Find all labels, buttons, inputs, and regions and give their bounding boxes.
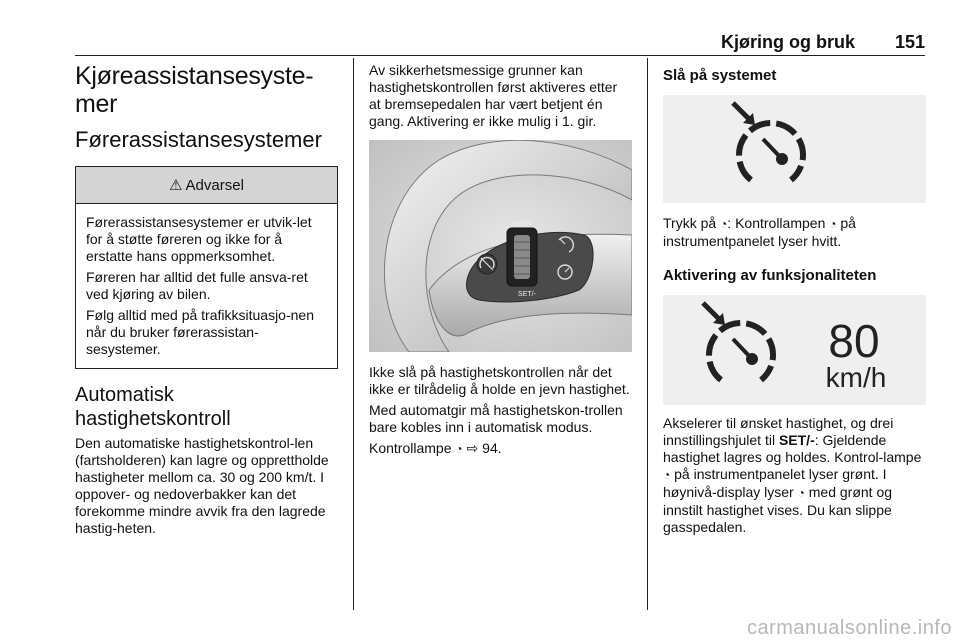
warning-paragraph: Følg alltid med på trafikksituasjo-nen når du bruker førerassistan-sesystemer. (86, 307, 314, 357)
cruise-control-icon: ◔ (663, 468, 671, 482)
cruise-control-symbol (663, 95, 926, 203)
column-divider-2 (647, 58, 648, 610)
cruise-icon-figure (663, 95, 926, 203)
warning-header (76, 167, 337, 204)
column-3 (663, 62, 926, 536)
cancel-cruise-button-icon (477, 254, 497, 274)
automatic-gear-text: Med automatgir må hastighetskon-trollen bare kobles inn i automatisk modus. (369, 402, 623, 435)
steering-wheel-figure (369, 140, 632, 352)
page-number: 151 (894, 32, 925, 52)
section-title: Førerassistansesystemer (75, 127, 322, 152)
warning-text: Ikke slå på hastighetskontrollen når det ikke er tilrådelig å holde en jevn hastighet. (369, 364, 630, 397)
steering-wheel-illustration (369, 140, 632, 352)
warning-box (75, 166, 338, 369)
cruise-control-icon: ◔ (720, 217, 728, 231)
switch-on-text: Trykk på ◔: Kontrollampen ◔ på instrumentpanelet lyser hvitt. (663, 215, 856, 249)
column-1 (75, 62, 338, 537)
heading-switch-on: Slå på systemet (663, 67, 777, 84)
body-text: Den automatiske hastighetskontrol-len (fartsholderen) kan lagre og opprettholde hastigheter mellom ca. 30 og 200 km/t. I oppover- og nedoverbakker kan det forekomme mindre avvik fra den lagrede hastig-heten. (75, 435, 329, 536)
subsection-title: Automatisk hastighetskontroll (75, 384, 231, 430)
watermark: carmanualsonline.info (746, 617, 952, 639)
cruise-control-icon: ◔ (829, 217, 837, 231)
header-rule (75, 55, 925, 56)
column-2 (369, 62, 632, 458)
reference-arrow-icon: ⇨ (466, 440, 479, 456)
speed-display-figure (663, 295, 926, 405)
header-title: Kjøring og bruk (721, 32, 855, 52)
speed-unit: km/h (825, 362, 887, 393)
heading-activation: Aktivering av funksjonaliteten (663, 267, 877, 284)
set-label: SET/- (518, 291, 536, 298)
control-lamp-reference: Kontrollampe ◔ ⇨ 94. (369, 440, 502, 456)
activation-text: Akselerer til ønsket hastighet, og drei innstillingshjulet til SET/-: Gjeldende hastighet lagres og holdes. Kontrol-lampe ◔ på instrumentpanelet lyser grønt. I høynivå-display lyser ◔ med grønt og innstilt hastighet vises. Du kan slippe gasspedalen. (663, 415, 922, 535)
chapter-title: Kjøreassistansesyste- mer (75, 62, 314, 118)
warning-triangle-icon: ⚠ (169, 177, 183, 194)
warning-title: Advarsel (185, 176, 244, 194)
warning-paragraph: Føreren har alltid det fulle ansva-ret ved kjøring av bilen. (86, 269, 308, 302)
running-header (75, 32, 925, 54)
cruise-control-icon: ◔ (797, 486, 805, 500)
warning-body (76, 204, 337, 368)
speed-value: 80 (828, 315, 880, 367)
res-label: RES/+ (511, 221, 533, 228)
column-divider-1 (353, 58, 354, 610)
cruise-control-icon: ◔ (455, 442, 463, 456)
speed-display-illustration (663, 295, 926, 405)
intro-text: Av sikkerhetsmessige grunner kan hastighetskontrollen først aktiveres etter at bremsepedalen har vært betjent én gang. Aktivering er ikke mulig i 1. gir. (369, 62, 618, 129)
warning-paragraph: Førerassistansesystemer er utvik-let for å støtte føreren og ikke for å erstatte hans oppmerksomhet. (86, 214, 312, 264)
